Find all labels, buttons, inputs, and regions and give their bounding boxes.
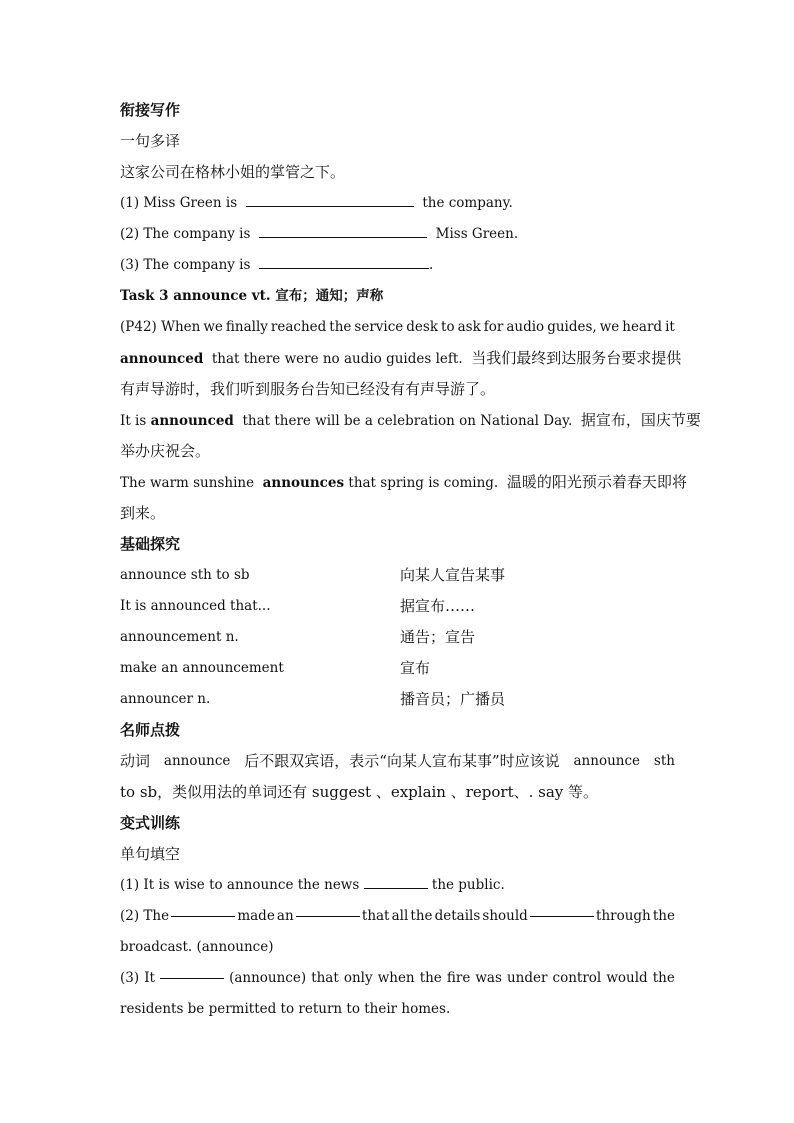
example-2-line-1: It is announced that there will be a celebration on National Day. 据宣布，国庆节要	[120, 411, 701, 429]
translation-item-3: (3) The company is .	[120, 250, 675, 281]
answer-blank[interactable]	[259, 222, 427, 238]
subheading-multi-translation: 一句多译	[120, 132, 181, 150]
subheading-fill-blank: 单句填空	[120, 845, 181, 863]
document-page	[120, 95, 701, 1025]
section-heading-practice: 变式训练	[120, 814, 181, 832]
vocab-row: announcer n. 播音员；广播员	[120, 690, 506, 708]
example-3-line-1: The warm sunshine announces that spring is coming. 温暖的阳光预示着春天即将	[120, 473, 687, 491]
prompt-sentence: 这家公司在格林小姐的掌管之下。	[120, 163, 346, 181]
section-heading-connect: 衔接写作	[120, 101, 181, 119]
translation-item-2: (2) The company is Miss Green.	[120, 219, 675, 250]
fill-item-1: (1) It is wise to announce the news the public.	[120, 870, 675, 901]
answer-blank[interactable]	[171, 901, 235, 917]
task-title: Task 3 announce vt. 宣布；通知；声称	[120, 288, 384, 304]
example-1-line-1: (P42) When we finally reached the service desk to ask for audio guides, we heard it	[120, 319, 675, 335]
answer-blank[interactable]	[246, 191, 414, 207]
section-heading-basic: 基础探究	[120, 535, 181, 553]
section-heading-tips: 名师点拨	[120, 721, 181, 739]
answer-blank[interactable]	[160, 963, 224, 979]
example-3-line-2: 到来。	[120, 504, 166, 522]
example-1-line-3: 有声导游时，我们听到服务台告知已经没有有声导游了。	[120, 380, 496, 398]
keyword-announced: announced	[120, 351, 204, 367]
fill-item-2-line-1: (2) The made an that all the details should through the	[120, 901, 675, 932]
vocab-row: announce sth to sb 向某人宣告某事	[120, 566, 506, 584]
answer-blank[interactable]	[259, 253, 429, 269]
keyword-announces: announces	[262, 475, 345, 491]
answer-blank[interactable]	[296, 901, 360, 917]
keyword-announced: announced	[150, 413, 234, 429]
fill-item-2-line-2: broadcast. (announce)	[120, 939, 274, 955]
translation-item-1: (1) Miss Green is the company.	[120, 188, 675, 219]
example-1-line-2: announced that there were no audio guides left. 当我们最终到达服务台要求提供	[120, 349, 682, 367]
vocab-row: make an announcement 宣布	[120, 659, 431, 677]
answer-blank[interactable]	[364, 873, 428, 889]
tip-line-2: to sb，类似用法的单词还有 suggest 、explain 、report、. say 等。	[120, 783, 599, 801]
example-2-line-2: 举办庆祝会。	[120, 442, 211, 460]
fill-item-3-line-1: (3) It (announce) that only when the fire was under control would the	[120, 963, 675, 994]
answer-blank[interactable]	[530, 901, 594, 917]
tip-line-1: 动词 announce 后不跟双宾语，表示“向某人宣布某事”时应该说 announce sth	[120, 752, 675, 770]
vocab-row: announcement n. 通告；宣告	[120, 628, 476, 646]
vocab-row: It is announced that... 据宣布……	[120, 597, 476, 615]
fill-item-3-line-2: residents be permitted to return to their homes.	[120, 1001, 451, 1017]
